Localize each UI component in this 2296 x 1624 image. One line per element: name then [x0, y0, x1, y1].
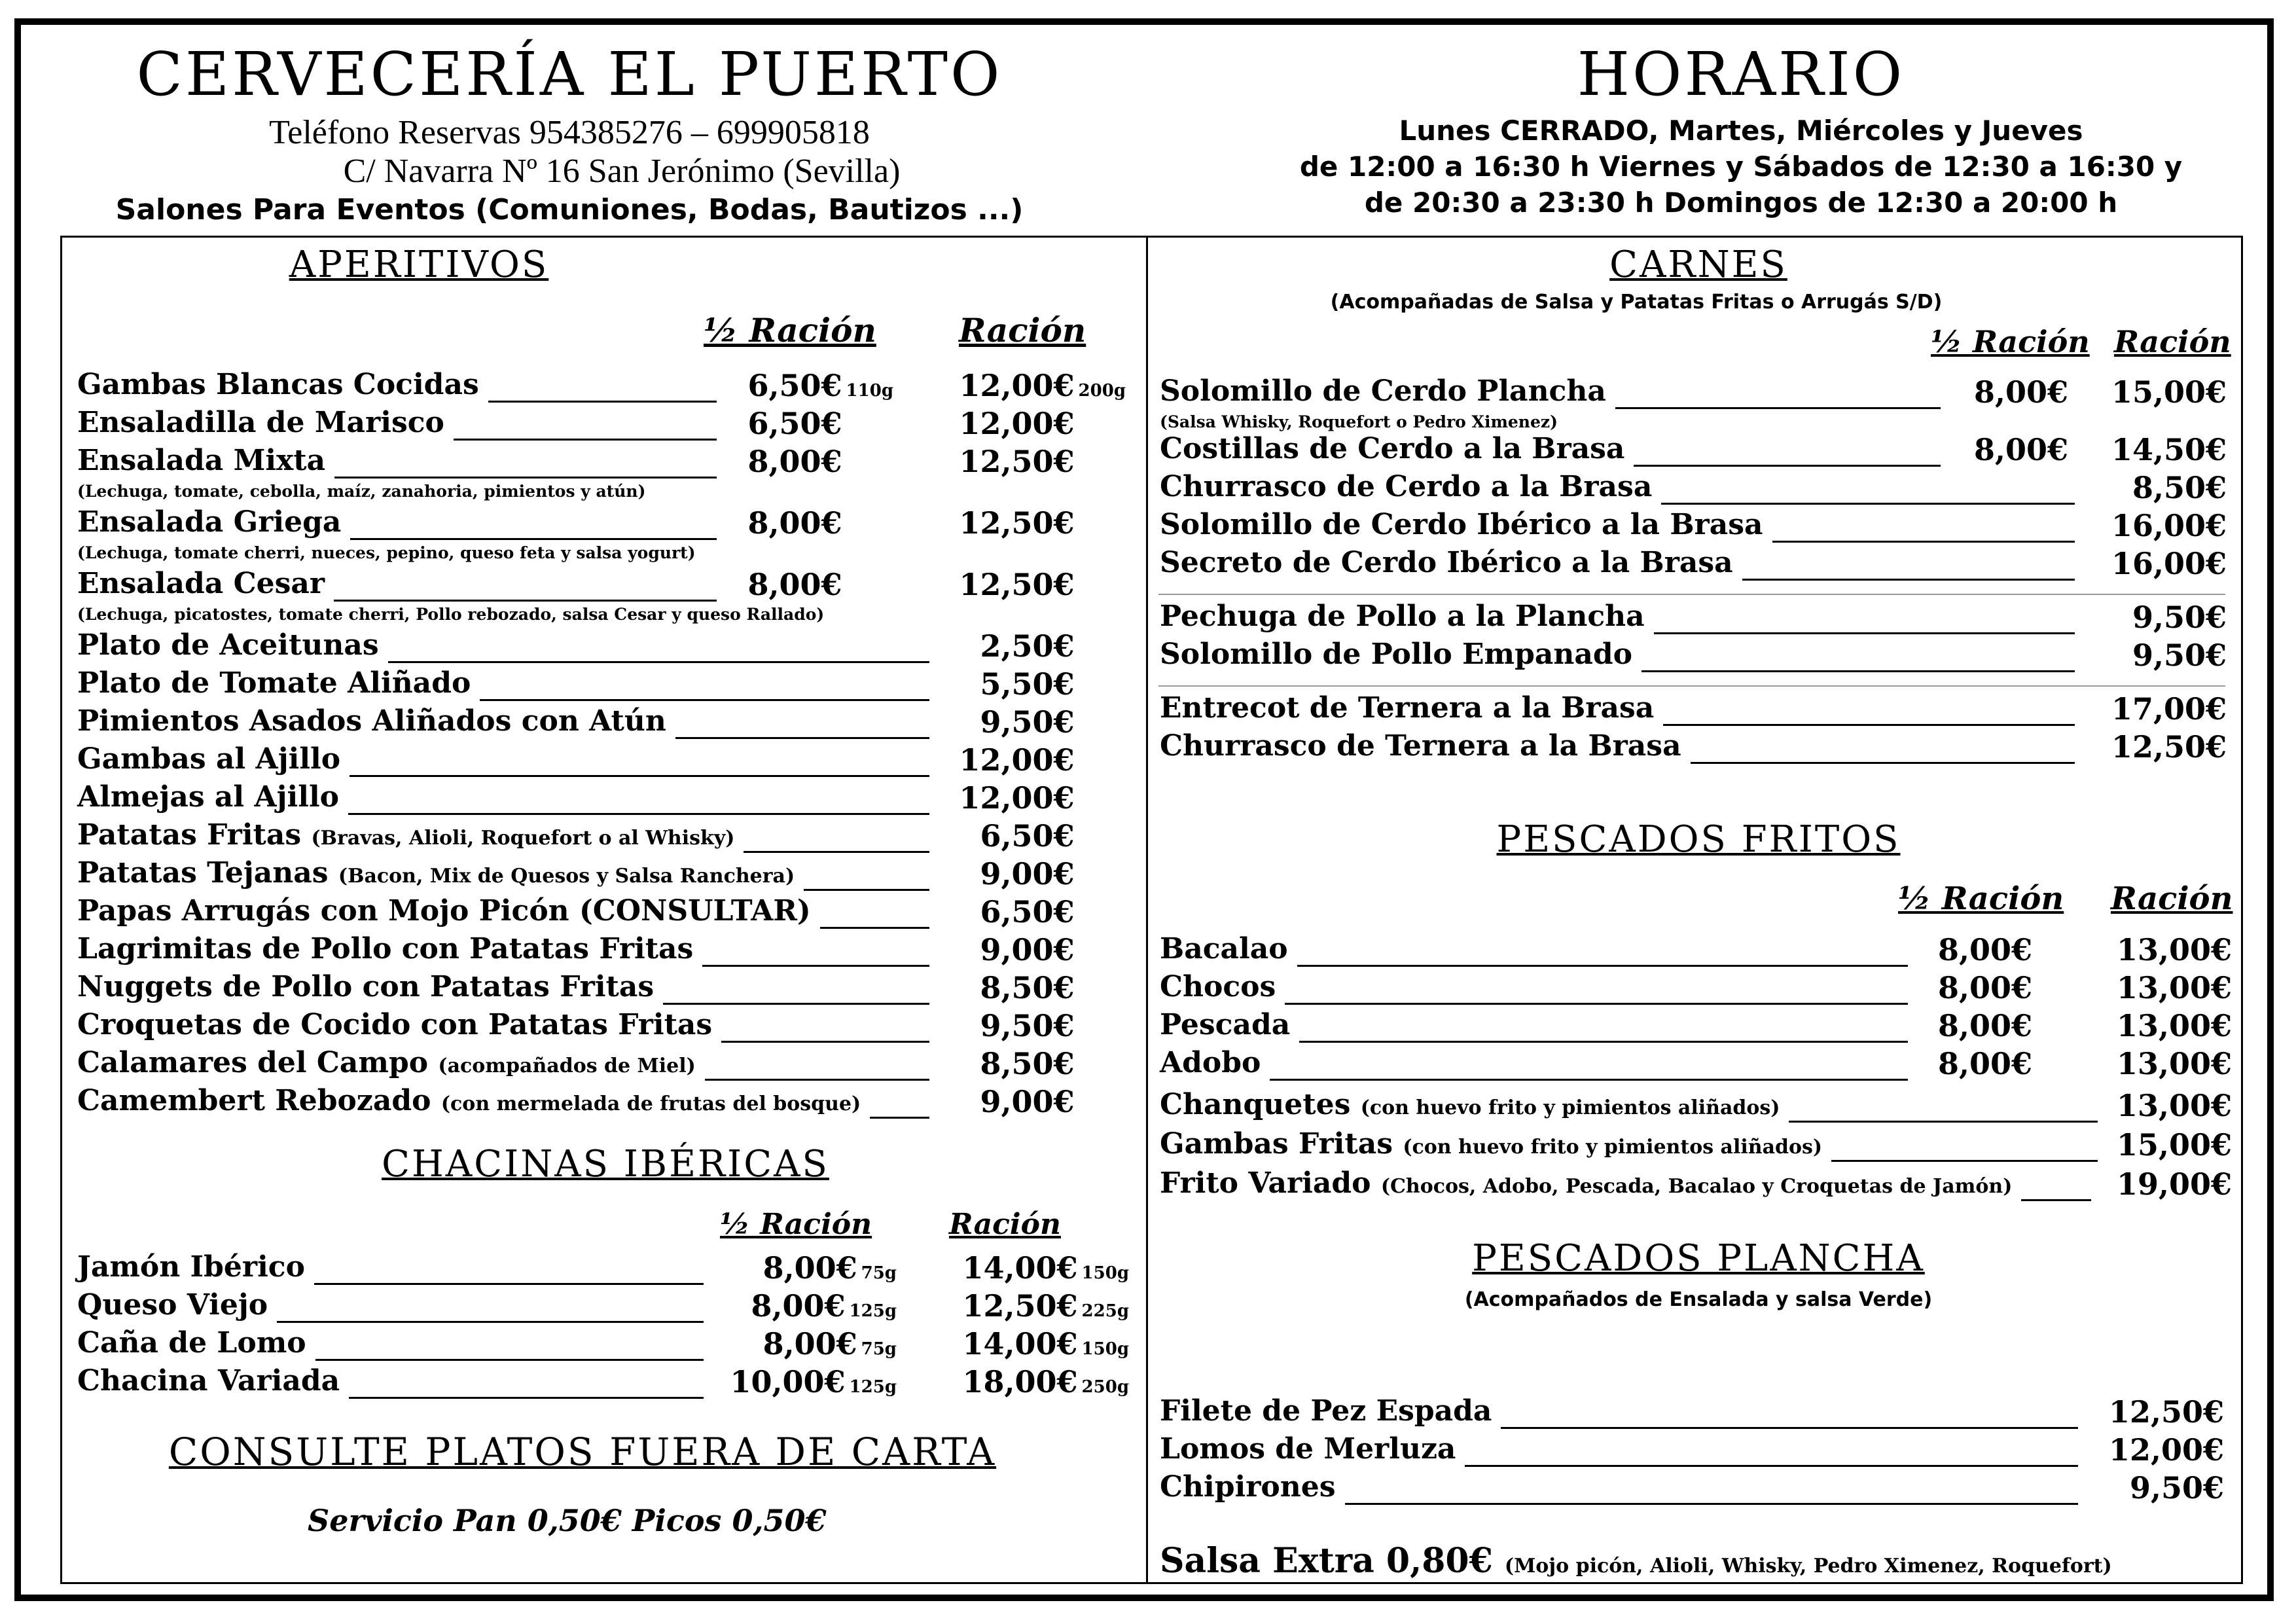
aperitivos-full-price: 6,50€ — [980, 818, 1075, 854]
phone-line: Teléfono Reservas 954385276 – 699905818 — [269, 114, 870, 151]
leader-line — [314, 1283, 704, 1285]
aperitivos-full-heading: Ración — [959, 311, 1086, 350]
aperitivos-item-description: (Lechuga, tomate, cebolla, maíz, zanahoria, pimientos y atún) — [77, 482, 646, 501]
leader-line — [350, 775, 929, 777]
aperitivos-item-name: Gambas al Ajillo — [77, 742, 341, 776]
pescados_fritos-full-price: 13,00€ — [2116, 1046, 2232, 1081]
pescados_fritos-full-price: 13,00€ — [2116, 932, 2232, 967]
leader-line — [663, 1003, 929, 1005]
restaurant-name: CERVECERÍA EL PUERTO — [136, 39, 1003, 109]
pescados_fritos-item-name: Bacalao — [1160, 932, 1288, 965]
chacinas-full-price: 12,50€ 225g — [962, 1288, 1129, 1324]
aperitivos-item-note: (acompañados de Miel) — [438, 1055, 696, 1077]
aperitivos-full-price: 9,00€ — [980, 932, 1075, 967]
carnes-full-price: 16,00€ — [2111, 508, 2227, 543]
chacinas-item-name: Queso Viejo — [77, 1288, 268, 1322]
aperitivos-full-price: 5,50€ — [980, 666, 1075, 702]
pescados_fritos-item-name: Frito Variado (Chocos, Adobo, Pescada, Bacalao y Croquetas de Jamón) — [1160, 1166, 2013, 1200]
aperitivos-half-price: 8,00€ — [747, 567, 842, 602]
aperitivos-half-price: 6,50€ 110g — [747, 368, 893, 403]
aperitivos-full-price: 12,50€ — [959, 505, 1075, 541]
pescados_plancha-subtitle: (Acompañados de Ensalada y salsa Verde) — [1464, 1288, 1933, 1311]
carnes-half-heading: ½ Ración — [1931, 324, 2090, 359]
pescados_plancha-item-name: Lomos de Merluza — [1160, 1432, 1456, 1466]
aperitivos-item-name: Calamares del Campo (acompañados de Miel) — [77, 1046, 696, 1079]
salsa-extra: Salsa Extra 0,80€ (Mojo picón, Alioli, Whisky, Pedro Ximenez, Roquefort) — [1160, 1541, 2112, 1581]
chacinas-half-price: 8,00€ 75g — [762, 1326, 897, 1362]
aperitivos-half-heading: ½ Ración — [704, 311, 876, 350]
aperitivos-item-name: Almejas al Ajillo — [77, 780, 340, 814]
aperitivos-full-price: 9,50€ — [980, 1008, 1075, 1043]
carnes-item-name: Solomillo de Cerdo Plancha — [1160, 374, 1606, 408]
carnes-subtitle: (Acompañadas de Salsa y Patatas Fritas o Arrugás S/D) — [1330, 291, 1943, 314]
aperitivos-half-price: 8,00€ — [747, 505, 842, 541]
pescados_fritos-item-name: Chocos — [1160, 970, 1276, 1003]
pescados_fritos-full-price: 13,00€ — [2116, 1088, 2232, 1123]
aperitivos-item-name: Patatas Tejanas (Bacon, Mix de Quesos y Salsa Ranchera) — [77, 856, 795, 890]
chacinas-item-name: Caña de Lomo — [77, 1326, 306, 1360]
aperitivos-item-name: Plato de Tomate Aliñado — [77, 666, 471, 700]
aperitivos-item-name: Pimientos Asados Aliñados con Atún — [77, 704, 666, 738]
aperitivos-item-name: Camembert Rebozado (con mermelada de frutas del bosque) — [77, 1084, 861, 1117]
leader-line — [488, 401, 717, 403]
leader-line — [675, 737, 929, 739]
carnes-full-price: 15,00€ — [2111, 374, 2227, 410]
leader-line — [702, 965, 929, 967]
leader-line — [1297, 965, 1908, 967]
chacinas-full-price: 14,00€ 150g — [962, 1326, 1129, 1362]
pescados_fritos-item-name: Adobo — [1160, 1046, 1261, 1079]
aperitivos-item-name: Plato de Aceitunas — [77, 628, 379, 662]
pescados_fritos-half-heading: ½ Ración — [1898, 880, 2064, 917]
leader-line — [705, 1079, 929, 1081]
leader-line — [277, 1321, 704, 1323]
leader-line — [350, 538, 717, 540]
pescados_fritos-item-name: Gambas Fritas (con huevo frito y pimientos aliñados) — [1160, 1127, 1823, 1161]
leader-line — [1465, 1465, 2078, 1467]
carnes-item-name: Secreto de Cerdo Ibérico a la Brasa — [1160, 546, 1733, 579]
chacinas-half-price: 8,00€ 125g — [751, 1288, 897, 1324]
leader-line — [1270, 1079, 1908, 1081]
aperitivos-full-price: 9,50€ — [980, 704, 1075, 740]
horario-header — [1217, 39, 2265, 219]
pescados_plancha-item-name: Chipirones — [1160, 1470, 1336, 1504]
pescados_fritos-full-price: 19,00€ — [2116, 1166, 2232, 1202]
leader-line — [348, 813, 929, 815]
chacinas-full-heading: Ración — [949, 1208, 1061, 1241]
aperitivos-item-name: Lagrimitas de Pollo con Patatas Fritas — [77, 932, 694, 965]
aperitivos-item-name: Gambas Blancas Cocidas — [77, 368, 479, 401]
aperitivos-item-note: (Bravas, Alioli, Roquefort o al Whisky) — [311, 827, 735, 850]
section-separator — [1158, 685, 2225, 687]
aperitivos-item-name: Papas Arrugás con Mojo Picón (CONSULTAR) — [77, 894, 811, 928]
leader-line — [1299, 1041, 1908, 1043]
chacinas-title: CHACINAS IBÉRICAS — [382, 1143, 829, 1185]
carnes-half-price: 8,00€ — [1973, 432, 2068, 467]
aperitivos-half-price: 8,00€ — [747, 444, 842, 479]
carnes-item-name: Solomillo de Pollo Empanado — [1160, 638, 1632, 671]
section-separator — [1158, 594, 2225, 595]
carnes-full-price: 8,50€ — [2132, 470, 2227, 505]
aperitivos-full-price: 8,50€ — [980, 1046, 1075, 1081]
pescados_plancha-title: PESCADOS PLANCHA — [1472, 1237, 1925, 1280]
carnes-full-price: 14,50€ — [2111, 432, 2227, 467]
aperitivos-item-description: (Lechuga, picatostes, tomate cherri, Pollo rebozado, salsa Cesar y queso Rallado) — [77, 605, 825, 624]
leader-line — [334, 600, 717, 602]
leader-line — [480, 699, 929, 701]
leader-line — [721, 1041, 929, 1043]
consulte-note: CONSULTE PLATOS FUERA DE CARTA — [168, 1430, 997, 1474]
leader-line — [744, 851, 929, 853]
pescados_fritos-full-price: 13,00€ — [2116, 970, 2232, 1005]
aperitivos-item-name: Croquetas de Cocido con Patatas Fritas — [77, 1008, 713, 1041]
chacinas-half-price: 8,00€ 75g — [762, 1250, 897, 1286]
carnes-full-price: 16,00€ — [2111, 546, 2227, 581]
carnes-item-name: Churrasco de Ternera a la Brasa — [1160, 729, 1681, 763]
aperitivos-item-name: Ensalada Cesar — [77, 567, 325, 600]
leader-line — [349, 1397, 704, 1399]
pescados_fritos-title: PESCADOS FRITOS — [1496, 818, 1901, 861]
pescados_fritos-half-price: 8,00€ — [1937, 1046, 2032, 1081]
pescados_plancha-item-name: Filete de Pez Espada — [1160, 1394, 1492, 1428]
aperitivos-item-name: Patatas Fritas (Bravas, Alioli, Roquefort o al Whisky) — [77, 818, 735, 852]
carnes-full-price: 12,50€ — [2111, 729, 2227, 765]
carnes-full-price: 17,00€ — [2111, 691, 2227, 727]
aperitivos-full-price: 2,50€ — [980, 628, 1075, 664]
chacinas-item-name: Jamón Ibérico — [77, 1250, 305, 1284]
pescados_fritos-item-note: (Chocos, Adobo, Pescada, Bacalao y Croquetas de Jamón) — [1380, 1175, 2013, 1198]
pescados_fritos-item-name: Pescada — [1160, 1008, 1291, 1041]
chacinas-item-name: Chacina Variada — [77, 1364, 340, 1398]
pescados_fritos-half-price: 8,00€ — [1937, 1008, 2032, 1043]
carnes-item-description: (Salsa Whisky, Roquefort o Pedro Ximenez) — [1160, 412, 1558, 431]
aperitivos-item-name: Ensaladilla de Marisco — [77, 406, 444, 439]
restaurant-header — [39, 39, 1100, 226]
leader-line — [454, 439, 717, 441]
horario-line-1: Lunes CERRADO, Martes, Miércoles y Jueves — [1399, 115, 2083, 147]
aperitivos-full-price: 8,50€ — [980, 970, 1075, 1005]
aperitivos-title: APERITIVOS — [289, 244, 549, 286]
pescados_fritos-item-note: (con huevo frito y pimientos aliñados) — [1403, 1136, 1823, 1159]
carnes-title: CARNES — [1609, 244, 1787, 286]
pescados_fritos-item-note: (con huevo frito y pimientos aliñados) — [1360, 1096, 1780, 1119]
aperitivos-item-name: Ensalada Mixta — [77, 444, 326, 477]
leader-line — [315, 1359, 704, 1361]
address-line: C/ Navarra Nº 16 San Jerónimo (Sevilla) — [343, 153, 901, 190]
aperitivos-full-price: 12,50€ — [959, 444, 1075, 479]
pescados_fritos-full-price: 13,00€ — [2116, 1008, 2232, 1043]
leader-line — [1285, 1003, 1908, 1005]
leader-line — [388, 661, 929, 663]
aperitivos-item-description: (Lechuga, tomate cherri, nueces, pepino, queso feta y salsa yogurt) — [77, 543, 696, 562]
carnes-full-price: 9,50€ — [2132, 600, 2227, 635]
pescados_fritos-full-price: 15,00€ — [2116, 1127, 2232, 1163]
carnes-item-name: Solomillo de Cerdo Ibérico a la Brasa — [1160, 508, 1763, 541]
aperitivos-item-name: Nuggets de Pollo con Patatas Fritas — [77, 970, 655, 1003]
aperitivos-full-price: 9,00€ — [980, 856, 1075, 892]
chacinas-half-heading: ½ Ración — [720, 1208, 872, 1241]
aperitivos-item-note: (con mermelada de frutas del bosque) — [440, 1092, 861, 1115]
aperitivos-full-price: 12,00€ — [959, 780, 1075, 816]
horario-title: HORARIO — [1577, 39, 1905, 109]
aperitivos-item-name: Ensalada Griega — [77, 505, 342, 539]
pescados_plancha-full-price: 12,00€ — [2108, 1432, 2224, 1468]
aperitivos-item-note: (Bacon, Mix de Quesos y Salsa Ranchera) — [338, 865, 795, 888]
leader-line — [334, 477, 717, 478]
chacinas-half-price: 10,00€ 125g — [730, 1364, 897, 1399]
aperitivos-full-price: 12,00€ — [959, 742, 1075, 778]
pescados_fritos-item-name: Chanquetes (con huevo frito y pimientos aliñados) — [1160, 1088, 1780, 1121]
carnes-item-name: Entrecot de Ternera a la Brasa — [1160, 691, 1655, 725]
carnes-full-price: 9,50€ — [2132, 638, 2227, 673]
pescados_fritos-full-heading: Ración — [2111, 880, 2233, 917]
leader-line — [1501, 1427, 2078, 1429]
pescados_plancha-full-price: 12,50€ — [2108, 1394, 2224, 1430]
aperitivos-full-price: 12,00€ 200g — [959, 368, 1126, 403]
aperitivos-half-price: 6,50€ — [747, 406, 842, 441]
events-line: Salones Para Eventos (Comuniones, Bodas, Bautizos ...) — [115, 193, 1024, 226]
servicio-line: Servicio Pan 0,50€ Picos 0,50€ — [308, 1503, 827, 1538]
leader-line — [1345, 1503, 2079, 1505]
aperitivos-full-price: 12,50€ — [959, 567, 1075, 602]
aperitivos-full-price: 6,50€ — [980, 894, 1075, 929]
horario-line-3: de 20:30 a 23:30 h Domingos de 12:30 a 20:00 h — [1364, 187, 2118, 219]
horario-line-2: de 12:00 a 16:30 h Viernes y Sábados de 12:30 a 16:30 y — [1299, 151, 2183, 183]
chacinas-full-price: 18,00€ 250g — [962, 1364, 1129, 1399]
carnes-item-name: Costillas de Cerdo a la Brasa — [1160, 432, 1625, 465]
carnes-full-heading: Ración — [2114, 324, 2231, 359]
chacinas-full-price: 14,00€ 150g — [962, 1250, 1129, 1286]
carnes-item-name: Pechuga de Pollo a la Plancha — [1160, 600, 1645, 633]
pescados_fritos-half-price: 8,00€ — [1937, 932, 2032, 967]
aperitivos-full-price: 12,00€ — [959, 406, 1075, 441]
carnes-item-name: Churrasco de Cerdo a la Brasa — [1160, 470, 1653, 503]
pescados_plancha-full-price: 9,50€ — [2129, 1470, 2224, 1506]
pescados_fritos-half-price: 8,00€ — [1937, 970, 2032, 1005]
aperitivos-full-price: 9,00€ — [980, 1084, 1075, 1119]
carnes-half-price: 8,00€ — [1973, 374, 2068, 410]
